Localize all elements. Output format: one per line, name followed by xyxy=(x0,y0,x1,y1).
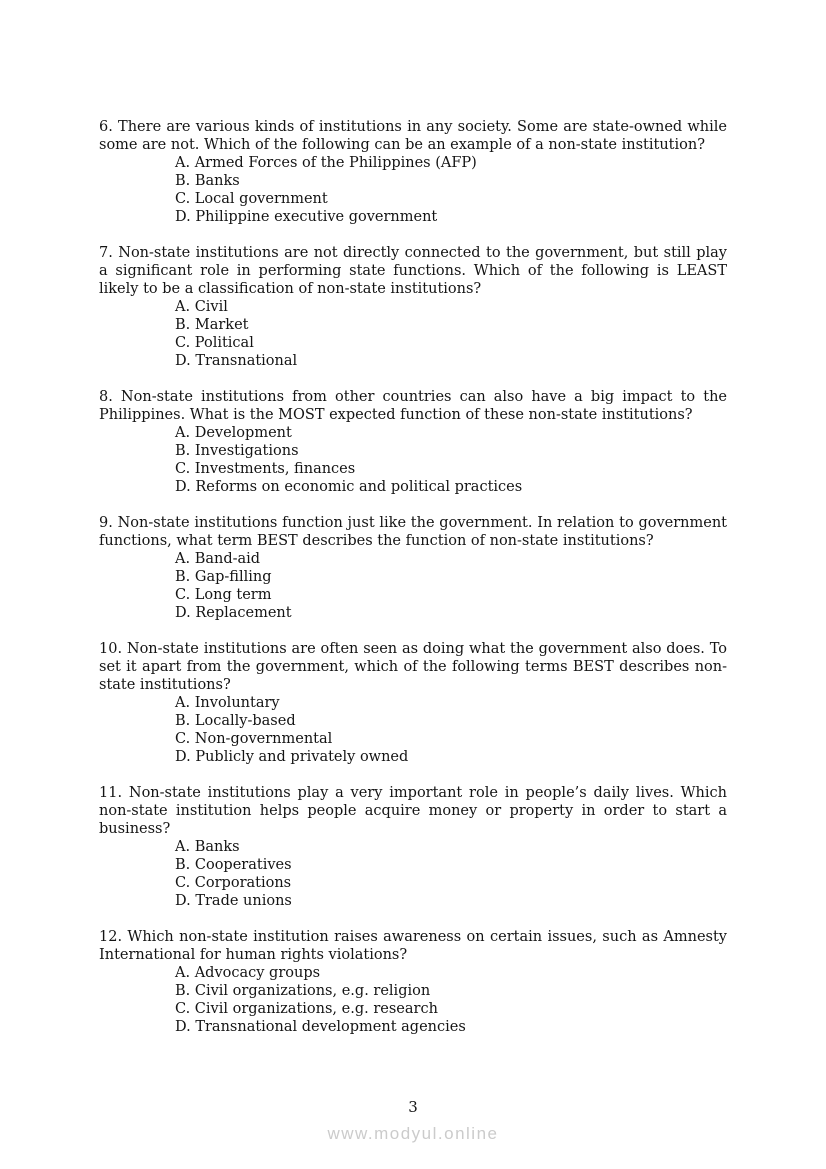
options-list xyxy=(99,964,727,1036)
questions-list xyxy=(99,118,727,1054)
option-c: C. Non-governmental xyxy=(175,731,333,747)
option-a: A. Advocacy groups xyxy=(175,965,321,981)
options-list xyxy=(99,424,727,496)
option-b: B. Locally-based xyxy=(175,713,296,729)
option-a: A. Band-aid xyxy=(175,551,261,567)
options-list xyxy=(99,550,727,622)
options-list xyxy=(99,694,727,766)
option-d: D. Trade unions xyxy=(175,893,292,909)
question-6 xyxy=(99,118,727,226)
options-list xyxy=(99,298,727,370)
question-text: 10. Non-state institutions are often seen as doing what the government also does. To set it apart from the government, which of the following terms BEST describes non-state institutions? xyxy=(99,641,727,693)
option-c: C. Investments, finances xyxy=(175,461,356,477)
option-d: D. Philippine executive government xyxy=(175,209,438,225)
option-c: C. Local government xyxy=(175,191,328,207)
option-c: C. Political xyxy=(175,335,254,351)
question-9 xyxy=(99,514,727,622)
question-text: 8. Non-state institutions from other countries can also have a big impact to the Philippines. What is the MOST expected function of these non-state institutions? xyxy=(99,389,727,423)
option-d: D. Publicly and privately owned xyxy=(175,749,409,765)
option-a: A. Civil xyxy=(175,299,228,315)
question-12 xyxy=(99,928,727,1036)
option-c: C. Civil organizations, e.g. research xyxy=(175,1001,438,1017)
option-d: D. Reforms on economic and political practices xyxy=(175,479,523,495)
option-a: A. Development xyxy=(175,425,292,441)
options-list xyxy=(99,838,727,910)
question-8 xyxy=(99,388,727,496)
question-text: 12. Which non-state institution raises awareness on certain issues, such as Amnesty International for human rights violations? xyxy=(99,929,727,963)
question-11 xyxy=(99,784,727,910)
option-d: D. Transnational xyxy=(175,353,298,369)
question-text: 6. There are various kinds of institutions in any society. Some are state-owned while some are not. Which of the following can be an example of a non-state institution? xyxy=(99,119,727,153)
option-b: B. Civil organizations, e.g. religion xyxy=(175,983,431,999)
question-text: 9. Non-state institutions function just like the government. In relation to government functions, what term BEST describes the function of non-state institutions? xyxy=(99,515,727,549)
option-c: C. Long term xyxy=(175,587,272,603)
option-a: A. Armed Forces of the Philippines (AFP) xyxy=(175,155,477,171)
option-b: B. Banks xyxy=(175,173,240,189)
option-d: D. Transnational development agencies xyxy=(175,1019,466,1035)
option-b: B. Investigations xyxy=(175,443,299,459)
question-7 xyxy=(99,244,727,370)
options-list xyxy=(99,154,727,226)
option-b: B. Gap-filling xyxy=(175,569,272,585)
option-a: A. Involuntary xyxy=(175,695,280,711)
option-a: A. Banks xyxy=(175,839,240,855)
question-text: 11. Non-state institutions play a very important role in people’s daily lives. Which non-state institution helps people acquire money or property in order to start a business? xyxy=(99,785,727,837)
option-b: B. Market xyxy=(175,317,249,333)
question-10 xyxy=(99,640,727,766)
question-text: 7. Non-state institutions are not directly connected to the government, but still play a significant role in performing state functions. Which of the following is LEAST likely to be a classification of non-state institutions? xyxy=(99,245,727,297)
option-c: C. Corporations xyxy=(175,875,292,891)
option-b: B. Cooperatives xyxy=(175,857,292,873)
option-d: D. Replacement xyxy=(175,605,292,621)
watermark-text: www.modyul.online xyxy=(327,1124,499,1143)
page-number: 3 xyxy=(408,1098,418,1116)
